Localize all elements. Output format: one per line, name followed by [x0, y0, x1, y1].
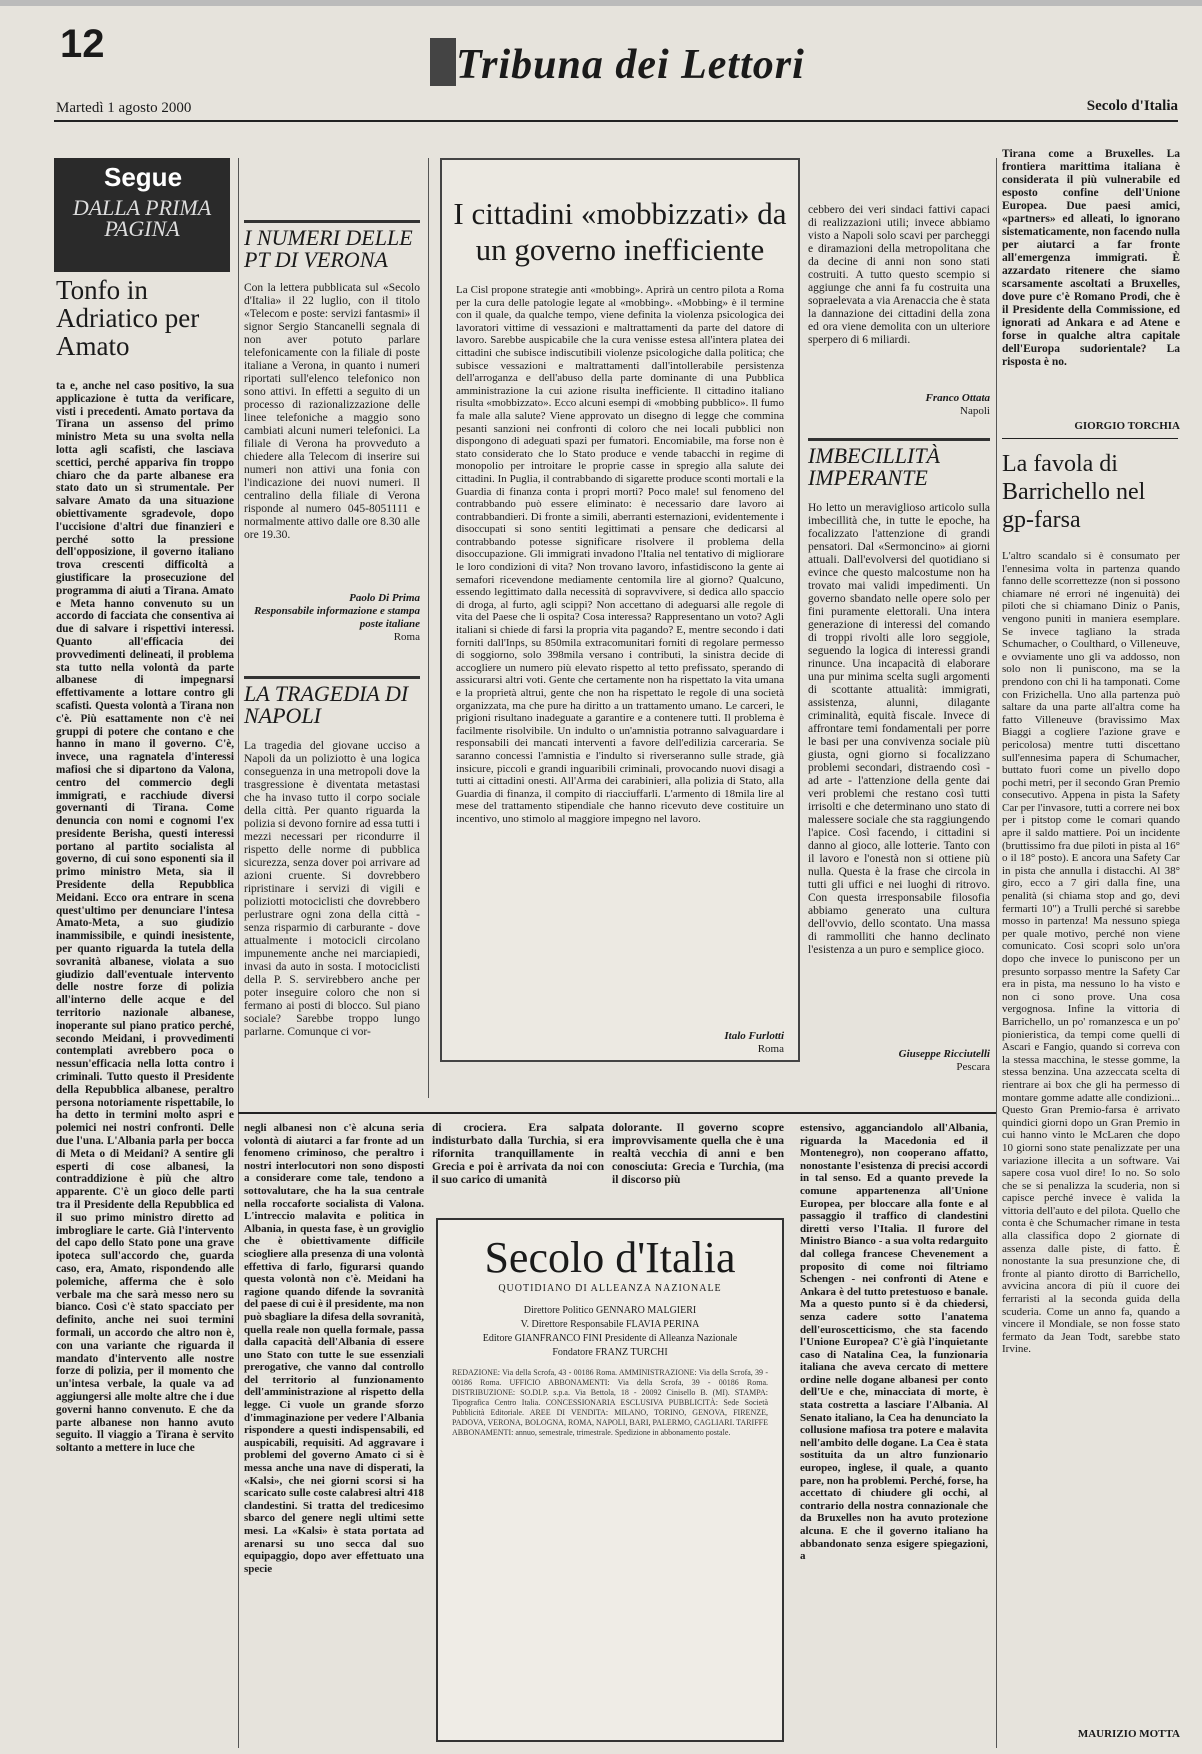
masthead-title: Tribuna dei Lettori [456, 42, 805, 88]
top-rule [0, 0, 1202, 6]
numeri-signature [244, 592, 420, 644]
numeri-sig-role: Responsabile informazione e stampa poste italiane [254, 605, 420, 630]
imbecillita-title: IMBECILLITÀ IMPERANTE [808, 438, 990, 489]
colophon-subtitle: QUOTIDIANO DI ALLEANZA NAZIONALE [498, 1283, 722, 1294]
favola-signature: MAURIZIO MOTTA [1077, 1728, 1180, 1740]
page-number: 12 [60, 22, 105, 66]
numeri-body: Con la lettera pubblicata sul «Secolo d'Italia» il 22 luglio, con il titolo «Telecom e poste: servizi fantasmi» il signor Sergio Stancanelli segnala di non aver potuto parlare telefonicamente con la filiale di poste italiane a Verona, in quanto i numeri riportati sull'elenco telefonico non sono attivi. In effetti a seguito di un processo di razionalizzazione delle linee telefoniche a maggio sono cambiati alcuni numeri telefonici. La filiale di Verona ha provveduto a chiedere alla Telecom di inserire sui numeri non attivi una fonia con l'indicazione dei nuovi numeri. Il centralino della filiale di Verona risponde al numero 045-8051111 e normalmente attivo dalle ore 8.30 alle ore 19.30. [244, 282, 420, 541]
issue-date: Martedì 1 agosto 2000 [56, 100, 192, 116]
paper-name: Secolo d'Italia [1086, 98, 1178, 114]
column-divider [238, 158, 239, 1748]
napoli-letter-signature [808, 392, 990, 418]
mobbing-sig-name: Italo Furlotti [724, 1030, 784, 1042]
column-divider [996, 158, 997, 1748]
tragedia-title: LA TRAGEDIA DI NAPOLI [244, 676, 420, 727]
imbecillita-body: Ho letto un meraviglioso articolo sulla imbecillità che, in tutte le epoche, ha focalizzato l'attenzione di grandi pensatori. Dal «Sermoncino» ai giorni attuali. Dall'evolversi del quotidiano si evince che questo malcostume non ha trovato mai validi impedimenti. Un governo sbandato nelle opere solo per fini puramente elettorali. Una intera generazione di interessi del comando di troppi rivolti alle loro seggiole, seguendo la logica di interessi grandi rinunce. Una incapacità di elaborare una pur minima scelta sugli argomenti di scottante attualità: immigrati, assistenza, alunni, dilagante criminalità, equità fiscale. Invece di affrontare temi fondamentali per porre le basi per una convivenza sociale più giusta, ogni giorno si focalizzano problemi secondari, distraendo così - ad arte - l'attenzione della gente dai veri problemi che restano così tutti irrisolti e che determinano uno stato di malessere sociale che sta raggiungendo l'apice. Così facendo, i cittadini si danno al gioco, alle lotterie. Tanto con il lavoro e l'onestà non si ottiene più nulla. Questa è la frase che circola in tutti gli uffici e nei luoghi di ritrovo. Con questa irresponsabile filosofia abbiamo generato una cultura dell'ovvio, dello scontato. Una massa di rammolliti che hanno declinato l'esistenza a un puro e semplice gioco. [808, 502, 990, 956]
colophon-title: Secolo d'Italia [484, 1233, 736, 1282]
mobbing-box [440, 158, 800, 1062]
bottom-col4: dolorante. Il governo scopre improvvisamente quella che è una realtà vecchia di anni e ben conosciuta: Grecia e Turchia, (ma il discorso più [612, 1122, 784, 1186]
colophon-box [436, 1218, 784, 1742]
right-top-body: Tirana come a Bruxelles. La frontiera marittima italiana è considerata il più vulnerabile ed esposto confine dell'Unione Europea. Due paesi amici, «partners» ed alleati, lo ignorano sistematicamente, non facendo nulla per aiutarci a far fronte all'emergenza immigrati. È azzardato ritenere che siamo scarsamente ascoltati a Bruxelles, dove pure c'è Romano Prodi, che è il Presidente della Commissione, ed ignorati ad Ankara e ad Atene e forse in qualche altra capitale dell'Europa sudorientale? La risposta è no. [1002, 148, 1180, 368]
numeri-title: I NUMERI DELLE PT DI VERONA [244, 220, 420, 271]
imbecillita-signature [808, 1048, 990, 1074]
imbecillita-sig-name: Giuseppe Ricciutelli [898, 1048, 990, 1060]
colophon-director: Direttore Politico GENNARO MALGIERI [523, 1305, 697, 1316]
article-continuation: negli albanesi non c'è alcuna seria volontà di aiutarci a far fronte ad un fenomeno criminoso, che peraltro i nostri interlocutori non sono disposti a considerare come tale, tendono a sottovalutare, che ha la sua centrale nella roccaforte socialista di Valona. L'intreccio malavita e politica in Albania, in questa fase, è un groviglio che è obiettivamente difficile sciogliere alla presenza di una volontà effettiva di farlo, figurarsi quando questa volontà non c'è. Meidani ha ragione quando difende la sovranità del paese di cui è il presidente, ma non può sbagliare la difesa della sovranità, quella reale non quella formale, passa dalla capacità dell'Albania di essere uno Stato con tutte le sue essenziali prerogative, che vanno dal controllo del territorio al funzionamento dell'amministrazione al rispetto della legge. Ci vuole un grande sforzo d'immaginazione per vedere l'Albania rispondere a questi indispensabili, ed auspicabili, requisiti. Ad aggravare i problemi del governo Amato ci si è messa anche una nave di disperati, la «Kalsi», che nei giorni scorsi si ha scaricato sulle coste calabresi altri 418 clandestini. Si tratta del tredicesimo sbarco del genere negli ultimi sette mesi. La «Kalsi» è stata portata ad arenarsi su uno secca dal suo equipaggio, dopo aver effettuato una specie [244, 1122, 424, 1575]
masthead [430, 38, 805, 89]
segue-box [54, 158, 230, 272]
article-title: Tonfo in Adriatico per Amato [56, 275, 200, 361]
colophon-vice-director: V. Direttore Responsabile FLAVIA PERINA [520, 1319, 700, 1330]
colophon-founder: Fondatore FRANZ TURCHI [552, 1347, 668, 1358]
right-top-signature: GIORGIO TORCHIA [1074, 420, 1180, 432]
bottom-col3: di crociera. Era salpata indisturbato dalla Turchia, si era rifornita tranquillamente in Grecia e poi è arrivata da noi con il suo carico di umanità [432, 1122, 604, 1186]
favola-body: L'altro scandalo si è consumato per l'ennesima volta in partenza quando fanno delle scorrettezze (non si possono chiamare né errori né ingenuità) dei piloti che si chiamano Diniz o Panis, vengono puniti in maniera esemplare. Se invece tagliano la strada Schumacher, o Coulthard, o Villeneuve, e ovviamente uno gli va addosso, non solo non li puniscono, ma se la prendono con chi li ha tamponati. Come con Frizichella. Uno alla partenza può saltare da una parte all'altra come ha fatto Villeneuve (bravissimo Max Biaggi a cogliere l'azione grave e pericolosa) mentre tutti discettano sull'ennesima papera di Schumacher, buttato fuori come un pivello dopo pochi metri, per il secondo Gran Premio consecutivo. Appena in pista la Safety Car per l'invasore, tutti a correre nei box per i pitstop come le comari quando apre il saldo mattiere. Poi un incidente (bruttissimo fra due piloti in pista al 16° o il 18° posto). E ancora una Safety Car in pista che annulla i distacchi. Al 38° giro, ecco a 7 giri dalla fine, una penalità (si chiama stop and go, devi fermarti 10") a Trulli perché si sarebbe mosso in partenza! Ma nessuno spiega per quale motivo, perché non viene comunicato. Così scopri solo un'ora dopo che invece lo puniscono per un presunto sorpasso mentre la Safety Car era in pista, ma nessuno lo ha visto e non ci sono prove. Una cosa vergognosa. Infine la vittoria di Barrichello, un po' romanzesca e un po' pionieristica, da tempi come quelli di Ascari e Fangio, quando si correva con la stessa macchina, le stesse gomme, la stessa benzina. Una azzeccata scelta di rientrare ai box che gli ha permesso di montare gomme adatte alle condizioni... Questo Gran Premio-farsa è arrivato quindici giorni dopo un Gran Premio in cui hanno vinto le McLaren che dopo 10 giorni sono state penalizzate per una variazione illecita a un software. Vai sapere cosa vuol dire! Io no. So solo che se si penalizza la scuderia, non si capisce perché invece è valida la vittoria dell'auto e del pilota. Quello che conta è che Schumacher rimane in testa alla classifica dopo 2 giornate di assenza dalle piste, di fatto. È nonostante la sua presunzione che, di fronte al pianto dirotto di Barrichello, avvicina ancora di più il cuore dei ferraristi al la seconda guida della scuderia. Come un anno fa, quando a vincere il Mondiale, se non fosse stato fermato da Jean Todt, sarebbe stato Irvine. [1002, 550, 1180, 1356]
segue-label: Segue [104, 162, 183, 192]
mobbing-body: La Cisl propone strategie anti «mobbing». Aprirà un centro pilota a Roma per la cura delle patologie legate al «mobbing». «Mobbing» è il termine con il quale, da qualche tempo, viene definita la violenza psicologica dei lavoratori vittime di vessazioni e maltrattamenti da parte del datore di lavoro. Sarebbe auspicabile che la cura venisse estesa all'intera platea dei cittadini che subisce indiscutibili violenze psicologiche dalla politica; che subisce vessazioni e maltrattamenti dall'intollerabile persistenza dell'arroganza e dell'abuso della parte dominante di una Pubblica amministrazione la cui azione risulta inefficiente. Il cittadino italiano risulta «mobbizzato». Ecco alcuni esempi di «mobbing pubblico». Il fumo fa male alla salute? Viene approvato un disegno di legge che commina pesanti sanzioni nei confronti di coloro che nei locali pubblici non dispongono di adeguati spazi per fumatori. Encomiabile, ma forse non è stato considerato che lo Stato produce e vende tabacchi in regime di monopolio per introitare le proprie casse in spregio alla salute dei cittadini. In Puglia, il contrabbando di sigarette produce sconti mortali e la Guardia di finanza conta i propri morti? Poco male! sul fenomeno del contrabbando può essere eliminato: è necessario dare lavoro ai contrabbandieri. Di fronte a simili, aberranti esternazioni, evidentemente i disoccupati si sono sentiti legittimati a pensare che dedicarsi al contrabbando potesse significare risolvere il problema della disoccupazione. Gli immigrati invadono l'Italia nel tentativo di migliorare le loro condizioni di vita? Non trovano lavoro, infastidiscono la gente ai semafori ricevendone mediamente centomila lire al giorno? Qualcuno, essendo legittimato dalla necessità di sopravvivere, si dedica allo spaccio di droga, al furto, agli scippi? Non accettano di adeguarsi alle regole di vita del Paese che li ospita? Cosa interessa? Rappresentano un voto? Agli italiani si chiede di farsi la propria vita pagando? E, mentre secondo i dati forniti dall'Inps, su 850mila extracomunitari forniti di regolare permesso di soggiorno, solo 398mila versano i contributi, la sinistra decide di accogliere un numero più elevato rispetto al tetto prefissato, sperando di assicurarsi altri voti. Gente che certamente non ha rispettato la vita umana e la proprietà altrui, gente che non ha rispettato le regole di una società organizzata, ma che pure ha diritto a un trattamento umano. Le carceri, le prigioni risultano inadeguate a garantire e a contenere tutti. Il problema è facilmente risolvibile. Un indulto o un'amnistia potranno salvaguardare i responsabili dei mancati interventi a favore dell'edilizia carceraria. Se saranno concessi l'amnistia e l'indulto si riverseranno sulle strade, già insicure, piccoli e grandi inguaribili criminali, provocando nuovi disagi a tutti ai cittadini onesti. All'Arma dei carabinieri, alla polizia di Stato, alla Guardia di finanza, il compito di riacciuffarli. L'armento di 18mila lire al mese del trattamento stipendiale che hanno ricevuto deve costituire un incentivo, uno stimolo al maggiore impegno nel lavoro. [456, 284, 784, 825]
tragedia-body: La tragedia del giovane ucciso a Napoli da un poliziotto è una logica conseguenza in una metropoli dove la trasgressione è diventata metastasi che ha invaso tutto il corpo sociale della città. Per quanto riguarda la polizia si devono fornire ad essa tutti i mezzi necessari per ricondurre il rispetto delle norme di pubblica sicurezza, senza dover poi arrivare ad azioni cruente. Si dovrebbero ripristinare i servizi di vigili e poliziotti motociclisti che dovrebbero perlustrare ogni zona della città - senza risparmio di carburante - dove attualmente i motocicli circolano impunemente anche nei marciapiedi, invasi da auto in sosta. I motociclisti della P. S. servirebbero anche per poter inseguire coloro che non si fermano ai posti di blocco. Sul piano sociale? Sarebbe troppo lungo parlarne. Comunque ci vor- [244, 740, 420, 1038]
numeri-sig-place: Roma [393, 631, 420, 643]
colophon-publisher: Editore GIANFRANCO FINI Presidente di Alleanza Nazionale [482, 1333, 738, 1344]
bottom-section-rule [238, 1112, 996, 1114]
colophon-details: REDAZIONE: Via della Scrofa, 43 - 00186 Roma. AMMINISTRAZIONE: Via della Scrofa, 39 - 00186 Roma. UFFICIO ABBONAMENTI: Via della Scrofa, 39 - 00186 Roma. DISTRIBUZIONE: SO.DI.P. s.p.a. Via Bettola, 18 - 20092 Cinisello B. (MI). STAMPA: Tipografica Centro Italia. CONCESSIONARIA ESCLUSIVA PUBBLICITÀ: Sede Società Pubblicità Editoriale. AREE DI VENDITA: MILANO, TORINO, GENOVA, FIRENZE, PADOVA, VERONA, BOLOGNA, ROMA, NAPOLI, BARI, PALERMO, CAGLIARI. TARIFFE ABBONAMENTI: annuo, semestrale, trimestrale. Spedizione in abbonamento postale. [452, 1368, 768, 1437]
bottom-col5: estensivo, agganciandolo all'Albania, riguarda la Macedonia ed il Montenegro), non cooperano affatto, nonostante l'esistenza di precisi accordi in tal senso. Ed a quanto prevede la comune appartenenza all'Unione Europea, per bloccare alla fonte e al passaggio il traffico di clandestini diretti verso l'Italia. Il furore del Ministro Bianco - a sua volta redarguito dal collega francese Chevenement a proposito di come noi filtriamo Schengen - nei confronti di Atene e Ankara è del tutto pretestuoso e banale. Ma a questo punto si è da chiedersi, senza cadere sotto l'anatema dell'euroscetticismo, che sta facendo l'Unione Europea? C'è già l'inquietante caso di Natalina Cea, la funzionaria italiana che aveva cercato di mettere ordine nelle dogane albanesi per conto dell'Ue e che, minacciata di morte, è stata costretta a lasciare l'Albania. Al Senato italiano, la Cea ha denunciato la collusione mafiosa tra potere e malavita nell'ambito delle dogane. La Cea è stata sostituita da un altro funzionario europeo, inglese, il quale, a quanto pare, non ha problemi. Perché, forse, ha accettato di chiudere gli occhi, al contrario della nostra connazionale che da Bruxelles non ha avuto protezione alcuna. E che il governo italiano ha abbandonato senza esigere spiegazioni, a [800, 1122, 988, 1563]
mobbing-title: I cittadini «mobbizzati» da un governo inefficiente [453, 196, 787, 267]
column-divider [428, 158, 429, 1098]
header-rule [54, 120, 1178, 122]
napoli-sig-name: Franco Ottata [925, 392, 990, 404]
napoli-letter-body: cebbero dei veri sindaci fattivi capaci di realizzazioni utili; invece abbiamo visto a Napoli solo scavi per parcheggi e diramazioni della metropolitana che da decine di anni non sono stati costruiti. A tutto questo scempio si aggiunge che anni fa fu costruita una sopraelevata a via Arenaccia che è stata la dannazione dei cittadini della zona ed ora viene demolita con un ulteriore sperpero di 6 miliardi. [808, 204, 990, 346]
napoli-sig-place: Napoli [960, 405, 990, 417]
numeri-sig-name: Paolo Di Prima [349, 592, 420, 604]
section-rule [1002, 438, 1178, 439]
masthead-initial-block [430, 38, 456, 86]
mobbing-sig-place: Roma [757, 1043, 784, 1055]
segue-sub: DALLA PRIMA PAGINA [72, 195, 212, 241]
mobbing-signature [442, 1030, 784, 1056]
favola-title: La favola di Barrichello nel gp-farsa [1002, 451, 1146, 533]
article-body: ta e, anche nel caso positivo, la sua applicazione è tutta da verificare, visti i precedenti. Amato portava da Tirana un assenso del primo ministro Meta su una svolta nella lotta agli scafisti, che lasciava scettici, perché appariva fin troppo chiaro che da parte albanese era stato dato un sì strumentale. Per salvare Amato da una situazione obiettivamente sgradevole, dopo l'uccisione d'altri due finanzieri e perché sotto la pressione dell'opposizione, il governo italiano trova crescenti difficoltà a giustificare la prosecuzione del programma di aiuti a Tirana. Amato e Meta hanno convenuto su un accordo di facciata che consentiva ai due di salvare i rispettivi interessi. Quanto all'efficacia dei provvedimenti delineati, il problema sta tutto nella volontà da parte albanese di impegnarsi effettivamente a lottare contro gli scafisti. Questa volontà a Tirana non c'è. Più esattamente non c'è nei gruppi di potere che contano e che hanno in mano il governo. C'è, invece, una ragnatela d'interessi mafiosi che si dipartono da Valona, centro del commercio degli immigrati, e racchiude diversi governanti di Tirana. Come denuncia con nomi e cognomi l'ex presidente Berisha, questi interessi portano al partito socialista al governo, di cui sono esponenti sia il primo ministro Meta, sia il Presidente della Repubblica Meidani. Ecco ora entrare in scena quest'ultimo per denunciare l'intesa Amato-Meta, a suo giudizio inammissibile, e quindi inesistente, per quanto riguarda la tutela della sovranità albanese, violata a suo giudizio dall'eventuale intervento delle nostre forze di polizia all'interno delle acque e del territorio nazionale albanese, inoperante sul piano pratico perché, secondo Meidani, i provvedimenti contemplati avrebbero poca o nessun'efficacia nella lotta contro i criminali. Tutto questo il Presidente della Repubblica albanese, peraltro persona notoriamente rispettabile, lo ha detto in termini molto aspri e polemici nei nostri confronti. Delle due l'una. L'Albania parla per bocca di Meta o di Meidani? A sentire gli esperti di cose albanesi, la contraddizione è più che altro apparente. C'è un gioco delle parti tra il Presidente della Repubblica ed il suo primo ministro diretto ad imbrogliare le carte. Già l'intervento del capo dello Stato pone una grave ipoteca sull'accordo che, guarda caso, era, Amato, rispondendo alle polemiche, afferma che è solo verbale ma che sarà messo nero su bianco. Così c'è stato spacciato per definito, anche nei suoi termini formali, un accordo che altro non è, con una variante che riguarda il mandato d'intervento alle nostre forze di polizia, per il momento che un'intesa verbale, la quale va ad aggiungersi alle molte altre che i due governi hanno convenuto. E che da parte albanese non hanno avuto seguito. Il viaggio a Tirana è servito soltanto a mettere in luce che [56, 380, 234, 1455]
imbecillita-sig-place: Pescara [956, 1061, 990, 1073]
